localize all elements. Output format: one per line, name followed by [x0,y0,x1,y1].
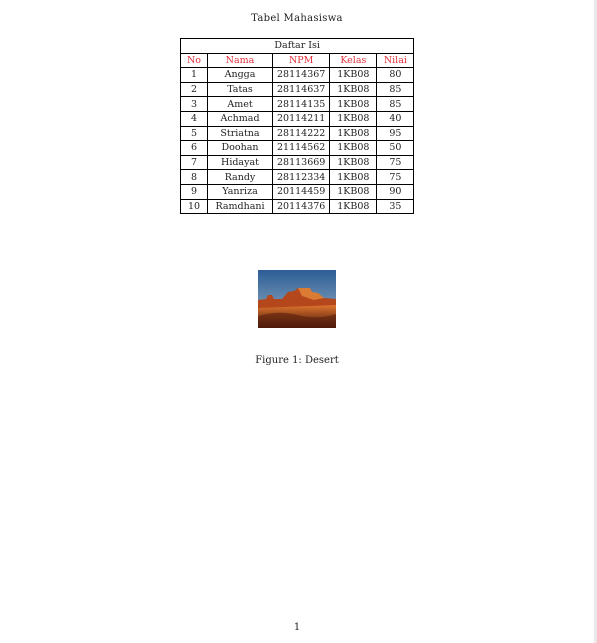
cell-kelas: 1KB08 [330,199,377,214]
cell-nama: Tatas [208,82,273,97]
cell-kelas: 1KB08 [330,111,377,126]
cell-npm: 20114376 [273,199,330,214]
table-row [181,141,414,156]
column-header-no: No [181,53,208,68]
cell-npm: 28112334 [273,170,330,185]
column-header-npm: NPM [273,53,330,68]
cell-nama: Striatna [208,126,273,141]
cell-nama: Angga [208,68,273,83]
table-row [181,155,414,170]
cell-nilai: 80 [377,68,414,83]
cell-nama: Achmad [208,111,273,126]
cell-kelas: 1KB08 [330,82,377,97]
table-row [181,111,414,126]
cell-no: 6 [181,141,208,156]
table-row [181,68,414,83]
table-row [181,126,414,141]
cell-kelas: 1KB08 [330,141,377,156]
cell-kelas: 1KB08 [330,97,377,112]
cell-no: 1 [181,68,208,83]
figure-caption: Figure 1: Desert [255,355,339,366]
column-header-kelas: Kelas [330,53,377,68]
page-number: 1 [293,622,301,633]
cell-nama: Amet [208,97,273,112]
cell-npm: 28114135 [273,97,330,112]
table-row [181,82,414,97]
table-row [181,199,414,214]
cell-no: 4 [181,111,208,126]
cell-nilai: 35 [377,199,414,214]
cell-no: 3 [181,97,208,112]
cell-no: 8 [181,170,208,185]
cell-nilai: 40 [377,111,414,126]
cell-npm: 28114637 [273,82,330,97]
cell-nilai: 50 [377,141,414,156]
cell-kelas: 1KB08 [330,184,377,199]
cell-nama: Doohan [208,141,273,156]
table-row [181,184,414,199]
cell-nilai: 85 [377,82,414,97]
cell-no: 5 [181,126,208,141]
cell-nilai: 95 [377,126,414,141]
desert-illustration [258,270,336,328]
student-table [180,38,414,214]
cell-kelas: 1KB08 [330,170,377,185]
cell-npm: 28113669 [273,155,330,170]
cell-nama: Yanriza [208,184,273,199]
column-header-nilai: Nilai [377,53,414,68]
cell-npm: 28114367 [273,68,330,83]
cell-nilai: 90 [377,184,414,199]
cell-npm: 28114222 [273,126,330,141]
cell-no: 2 [181,82,208,97]
cell-nilai: 85 [377,97,414,112]
cell-nama: Hidayat [208,155,273,170]
cell-kelas: 1KB08 [330,68,377,83]
table-title: Daftar Isi [181,39,414,54]
table-heading: Tabel Mahasiswa [251,13,343,24]
desert-image [258,270,336,328]
table-row [181,170,414,185]
cell-no: 9 [181,184,208,199]
cell-nilai: 75 [377,170,414,185]
cell-nama: Randy [208,170,273,185]
cell-nilai: 75 [377,155,414,170]
cell-kelas: 1KB08 [330,126,377,141]
cell-kelas: 1KB08 [330,155,377,170]
cell-npm: 20114211 [273,111,330,126]
table-row [181,97,414,112]
cell-nama: Ramdhani [208,199,273,214]
cell-npm: 21114562 [273,141,330,156]
column-header-nama: Nama [208,53,273,68]
cell-no: 7 [181,155,208,170]
cell-npm: 20114459 [273,184,330,199]
cell-no: 10 [181,199,208,214]
